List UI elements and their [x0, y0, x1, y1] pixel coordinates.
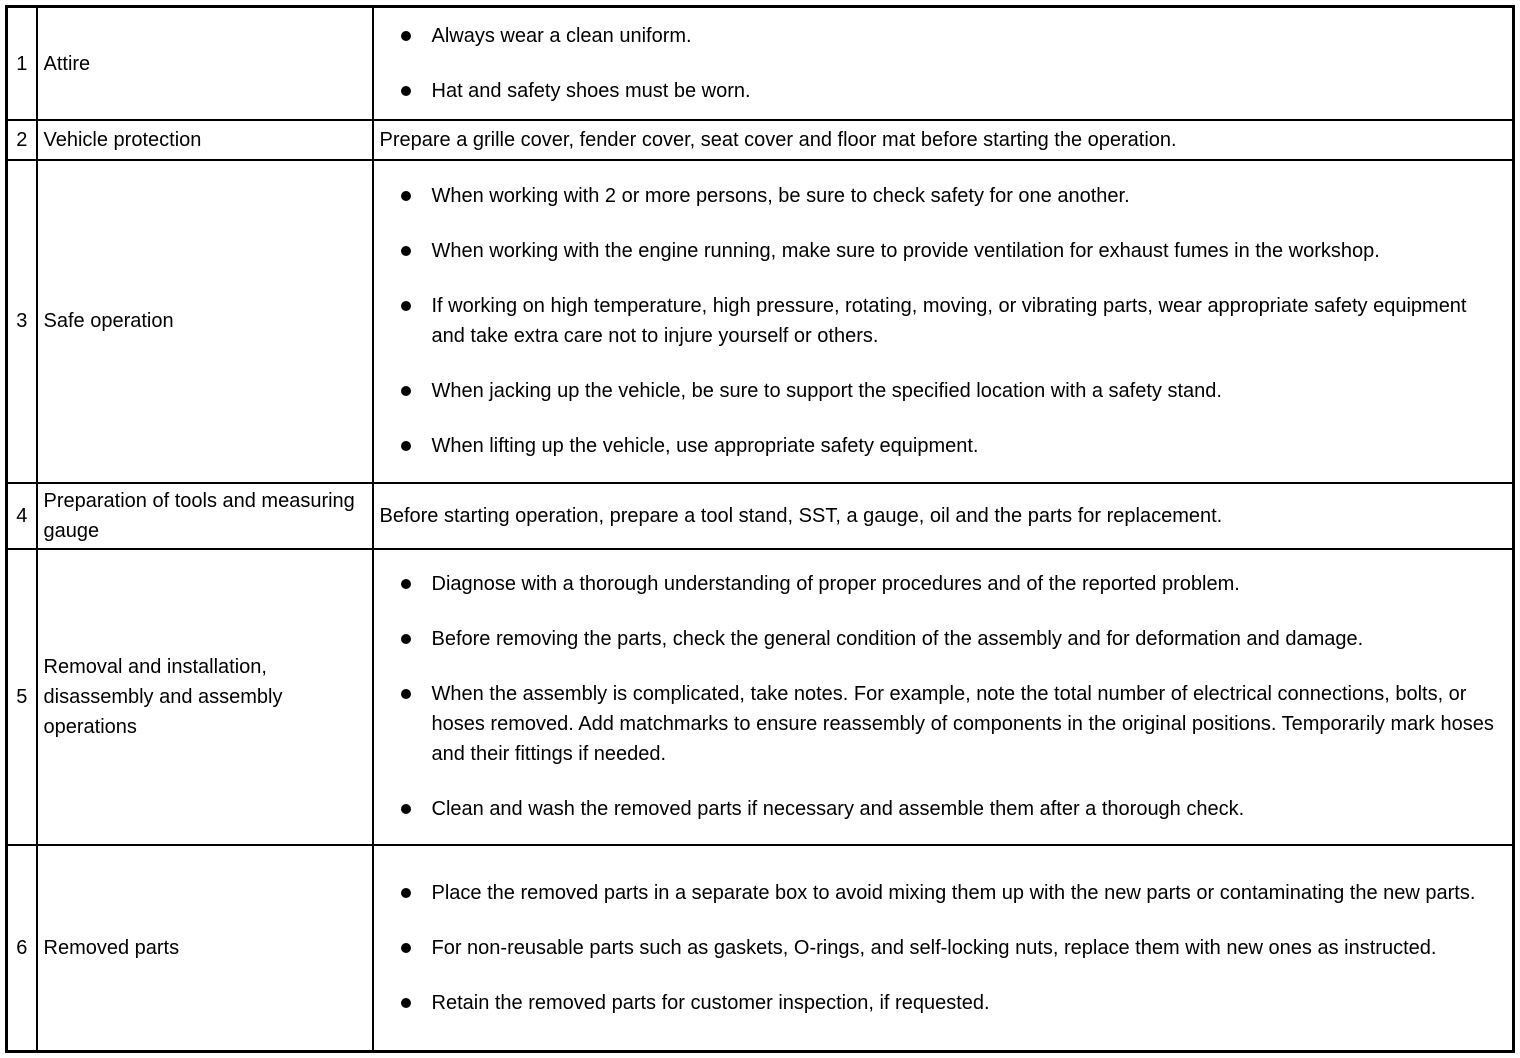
instruction-text: Diagnose with a thorough understanding of proper procedures and of the reported problem.	[431, 573, 1240, 596]
instruction-item	[374, 376, 1503, 406]
instruction-item	[374, 76, 1503, 106]
row-title: Removal and installation, disassembly and assembly operations	[37, 549, 373, 845]
instruction-text: Place the removed parts in a separate box to avoid mixing them up with the new parts or contaminating the new parts.	[431, 882, 1476, 905]
bullet-icon	[401, 246, 411, 256]
instruction-text: If working on high temperature, high pressure, rotating, moving, or vibrating parts, wear appropriate safety equipment and take extra care not to injure yourself or others.	[431, 295, 1467, 348]
instruction-text: Clean and wash the removed parts if necessary and assemble them after a thorough check.	[431, 798, 1245, 821]
table-row	[7, 845, 1514, 1051]
instruction-item	[374, 181, 1503, 211]
bullet-icon	[401, 804, 411, 814]
instruction-text: Prepare a grille cover, fender cover, seat cover and floor mat before starting the operation.	[379, 129, 1177, 152]
instruction-text: When lifting up the vehicle, use appropriate safety equipment.	[431, 435, 979, 458]
row-content-cell	[373, 549, 1514, 845]
instruction-text: Always wear a clean uniform.	[431, 25, 692, 48]
row-number: 4	[7, 483, 37, 549]
row-number: 1	[7, 7, 37, 121]
table-row	[7, 120, 1514, 160]
bullet-icon	[401, 386, 411, 396]
bullet-icon	[401, 943, 411, 953]
table-row	[7, 160, 1514, 482]
bullet-icon	[401, 634, 411, 644]
row-content-cell	[373, 7, 1514, 121]
instruction-item	[374, 933, 1503, 963]
row-number: 2	[7, 120, 37, 160]
row-title: Attire	[37, 7, 373, 121]
bullet-icon	[401, 441, 411, 451]
row-content-cell	[373, 845, 1514, 1051]
row-content-cell	[373, 160, 1514, 482]
bullet-icon	[401, 301, 411, 311]
instruction-text: When jacking up the vehicle, be sure to support the specified location with a safety stand.	[431, 380, 1222, 403]
row-number: 5	[7, 549, 37, 845]
instruction-item	[374, 236, 1503, 266]
row-title: Preparation of tools and measuring gauge	[37, 483, 373, 549]
instruction-item	[374, 878, 1503, 908]
table-row	[7, 483, 1514, 549]
instruction-text: Hat and safety shoes must be worn.	[431, 80, 751, 103]
instruction-text: When working with 2 or more persons, be sure to check safety for one another.	[431, 185, 1130, 208]
instruction-text: Retain the removed parts for customer inspection, if requested.	[431, 992, 990, 1015]
row-number: 3	[7, 160, 37, 482]
instruction-text: When the assembly is complicated, take notes. For example, note the total number of electrical connections, bolts, or hoses removed. Add matchmarks to ensure reassembly of components in the original positions. Temporarily mark hoses and their fittings if needed.	[431, 683, 1494, 766]
instruction-item	[374, 431, 1503, 461]
bullet-icon	[401, 31, 411, 41]
instruction-list	[374, 865, 1513, 1031]
instruction-text: Before removing the parts, check the general condition of the assembly and for deformation and damage.	[431, 628, 1364, 651]
bullet-icon	[401, 998, 411, 1008]
row-title: Removed parts	[37, 845, 373, 1051]
bullet-icon	[401, 579, 411, 589]
instruction-text: For non-reusable parts such as gaskets, O-rings, and self-locking nuts, replace them with new ones as instructed.	[431, 937, 1437, 960]
instruction-item	[374, 624, 1503, 654]
bullet-icon	[401, 86, 411, 96]
row-content-cell	[373, 483, 1514, 549]
row-title: Vehicle protection	[37, 120, 373, 160]
instruction-item	[374, 988, 1503, 1018]
bullet-icon	[401, 689, 411, 699]
instruction-text: Before starting operation, prepare a tool stand, SST, a gauge, oil and the parts for replacement.	[379, 504, 1223, 527]
table-row	[7, 7, 1514, 121]
instruction-item	[374, 21, 1503, 51]
instruction-text: When working with the engine running, make sure to provide ventilation for exhaust fumes in the workshop.	[431, 240, 1380, 263]
instruction-list	[374, 168, 1513, 474]
table-row	[7, 549, 1514, 845]
instruction-list	[374, 556, 1513, 837]
row-content-cell	[373, 120, 1514, 160]
row-title: Safe operation	[37, 160, 373, 482]
row-number: 6	[7, 845, 37, 1051]
safety-precautions-table	[5, 5, 1515, 1053]
instruction-item	[374, 291, 1503, 351]
bullet-icon	[401, 888, 411, 898]
instruction-item	[374, 679, 1503, 769]
bullet-icon	[401, 191, 411, 201]
instruction-list	[374, 8, 1513, 119]
instruction-item	[374, 794, 1503, 824]
instruction-item	[374, 569, 1503, 599]
